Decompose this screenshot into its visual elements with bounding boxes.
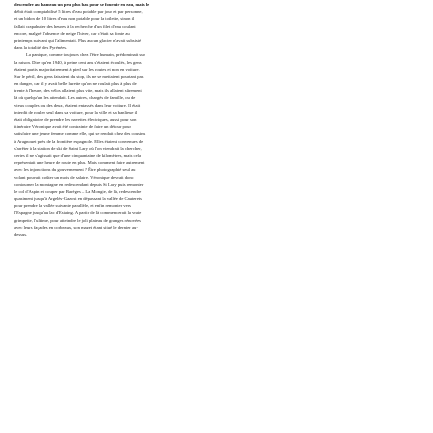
- text-line: satisfaire une jeune femme comme elle, qui se rendait chez des cousins: [14, 131, 146, 137]
- text-line: en danger, car il y avait belle lurette qu'on ne roulait plus à plus de: [14, 81, 137, 87]
- text-line: étaient partis majoritairement à pied sur les routes et non en voiture.: [14, 66, 140, 72]
- text-line: l'Espagne jusqu'au lac d'Estaing. A partir de là commencerait la vraie: [14, 210, 142, 216]
- text-line: dans la totalité des Pyrénées.: [14, 45, 68, 51]
- text-line: s'arrêter à la station de ski de Saint Lary où l'on viendrait la chercher,: [14, 145, 142, 151]
- body-text: [14, 1, 332, 238]
- text-line: pour prendre la vallée suivante parallèle, et enfin remonter vers: [14, 203, 131, 209]
- text-line: était obligatoire de prendre les navettes électriques, aussi pour son: [14, 117, 137, 122]
- text-line: avec les injonctions du gouvernement ? Être photographié seul au: [14, 167, 136, 173]
- text-line: représentait une heure de route en plus. Mais comment faire autrement: [14, 160, 145, 166]
- text-line: volant pouvait coûter un mois de salaire. Véronique devrait donc: [14, 174, 134, 180]
- text-line: le col d'Aspin et couper par Barèges – La Mongie, de là, redescendre: [14, 188, 142, 194]
- text-line: printemps suivant qui l'alimentait. Plus aucun glacier n'avait subsisté: [14, 37, 142, 43]
- text-line: vieux couples ou des deux, étaient entassés dans leur voiture. Il était: [14, 102, 141, 108]
- text-line: dessus.: [14, 232, 28, 237]
- text-line: certes il ne s'agissait que d'une cinquantaine de kilomètres, mais cela: [14, 152, 141, 158]
- text-line: trente à l'heure, des vélos allaient plus vite, mais ils allaient sûrement: [14, 88, 142, 94]
- text-line: Sur le péril, des gens faisaient du stop, ils ne se mettaient pourtant pas: [14, 73, 144, 79]
- text-line: et un bidon de 10 litres d'eau non potable pour la toilette, sinon il: [14, 16, 135, 22]
- text-line: la raison. Dire qu'en 1940, à peine cent ans s'étaient écoulés, les gens: [14, 59, 142, 65]
- text-line: fallait crapahuter des heures à la recherche d'un filet d'eau coulant: [14, 23, 136, 29]
- text-line: débit était comptabilisé 5 litres d'eau potable par jour et par personne,: [14, 9, 143, 15]
- paragraph-start-line: La panique, comme toujours chez l'être humain, prédominait sur: [26, 52, 146, 58]
- text-line: avec leurs façades en corbeaux, son mazet étant situé le dernier au-: [14, 224, 138, 230]
- text-line: contourner la montagne en redescendant depuis St Lary puis remonter: [14, 181, 144, 187]
- text-line: là où quelqu'un les attendait. Les autres, chargés de famille, ou de: [14, 95, 136, 101]
- text-line: interdit de rouler seul dans sa voiture, pour la ville et sa banlieue il: [14, 109, 138, 115]
- text-line: quasiment jusqu'à Argelès-Gazost en dépassant la vallée de Cauterets: [14, 196, 142, 202]
- text-line: descendre au hameau un peu plus bas pour se fournir en eau, mais le: [14, 2, 150, 7]
- text-line: grimpette, l'ultime, pour atteindre le joli plateau de granges rénovées: [14, 217, 141, 223]
- text-line: à Aragnouet près de la frontière espagnole. Elles étaient convenues de: [14, 138, 144, 144]
- text-line: encore, malgré l'absence de neige l'hiver, car c'était sa fonte au: [14, 30, 130, 36]
- text-line: itinéraire Véronique avait été contrainte de faire un détour pour: [14, 124, 132, 130]
